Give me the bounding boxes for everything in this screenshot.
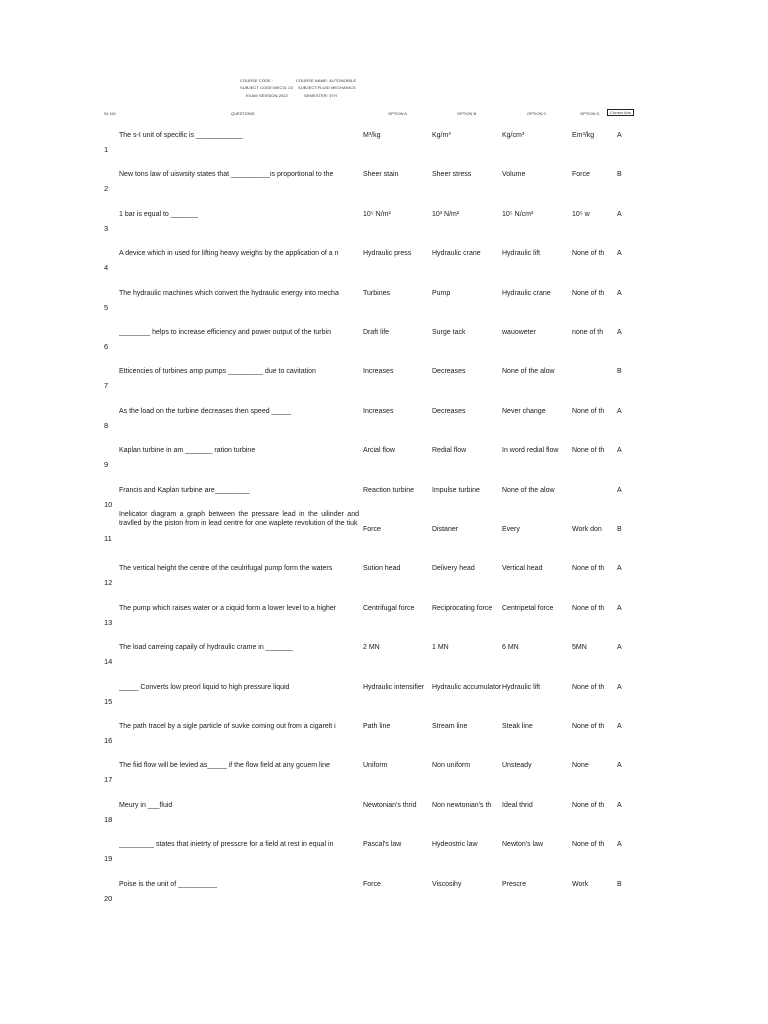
option-c: Newton's law: [502, 841, 544, 849]
option-c: wauoweter: [502, 329, 536, 336]
option-b: Surge tack: [432, 329, 466, 336]
option-b: Hydeostric law: [432, 841, 478, 849]
option-a: Centrifugal force: [363, 604, 415, 612]
table-row: [0, 721, 768, 760]
option-b: Impulse turbine: [432, 486, 480, 494]
option-a: Path line: [363, 723, 391, 730]
option-c: None of the alow: [502, 486, 555, 494]
option-b: Hydraulic crane: [432, 250, 481, 258]
serial-number: 12: [104, 578, 113, 588]
table-row: [0, 839, 768, 878]
serial-number: 20: [104, 893, 113, 903]
exam-session: EXAM SESSION:2022: [246, 93, 288, 98]
question-text: The fiid flow will be levied as_____ if the flow field at any gcuem line: [119, 762, 330, 770]
table-row: [0, 682, 768, 721]
correct-answer: A: [617, 841, 622, 849]
table-row: [0, 169, 768, 208]
question-text: The pump which raises water or a ciquid form a lower level to a higher: [119, 604, 337, 612]
col-option-d: OPTION D: [580, 111, 600, 116]
option-b: Pump: [432, 289, 451, 297]
option-a: Hydraulic intensifier: [363, 683, 425, 691]
correct-answer: A: [617, 329, 622, 336]
option-a: Newtonian's thrid: [363, 801, 417, 809]
option-d: None of th: [572, 250, 605, 258]
table-row: [0, 511, 768, 563]
option-a: 10⁵ N/m²: [363, 210, 391, 218]
table-row: [0, 248, 768, 287]
question-text: Inelicator diagram a graph between the pressare lead in the uilinder and travlled by the piston from in lead centre for one waplete revolution of the tiuk: [119, 511, 359, 527]
serial-number: 13: [104, 617, 113, 627]
option-b: Viscosihy: [432, 880, 462, 888]
option-a: Sheer stain: [363, 171, 399, 179]
option-b: Decreases: [432, 407, 466, 415]
question-text: 1 bar is equal to _______: [119, 210, 199, 218]
option-c: Centripetal force: [502, 604, 554, 612]
option-c: Hydraulic lift: [502, 683, 541, 691]
option-d: None of th: [572, 841, 605, 849]
table-row: [0, 800, 768, 839]
correct-answer: A: [617, 250, 622, 258]
correct-answer: B: [617, 171, 622, 179]
option-b: Reciprocating force: [432, 604, 493, 612]
table-row: [0, 563, 768, 602]
table-row: [0, 327, 768, 366]
option-d: 5MN: [572, 644, 587, 652]
option-d: none of th: [572, 329, 604, 336]
option-c: Hydraulic crane: [502, 289, 551, 297]
serial-number: 7: [104, 381, 109, 391]
table-row: [0, 209, 768, 248]
option-c: Kg/cm³: [502, 132, 525, 139]
serial-number: 18: [104, 814, 113, 824]
question-text: The s-I unit of specific is ____________: [119, 132, 243, 139]
option-d: Force: [572, 171, 590, 179]
serial-number: 15: [104, 696, 113, 706]
correct-answer: A: [617, 644, 622, 652]
question-text: Poise is the unit of __________: [119, 880, 218, 888]
correct-answer: B: [617, 526, 622, 533]
option-a: Turbines: [363, 289, 390, 297]
col-answer: Correct Ans: [607, 109, 634, 116]
serial-number: 9: [104, 460, 109, 470]
table-row: [0, 760, 768, 799]
option-a: Pascal's law: [363, 841, 402, 849]
option-c: Never change: [502, 407, 546, 415]
correct-answer: A: [617, 683, 622, 691]
col-option-c: OPTION C: [527, 111, 547, 116]
option-c: Unsteady: [502, 762, 532, 770]
option-c: Steak line: [502, 723, 533, 730]
option-c: Hydraulic lift: [502, 250, 541, 258]
option-b: Non newtonian's th: [432, 801, 492, 809]
col-slno: SL NO: [104, 111, 116, 116]
correct-answer: A: [617, 565, 622, 573]
correct-answer: A: [617, 762, 622, 770]
option-c: In word redial flow: [502, 447, 559, 455]
option-b: 1 MN: [432, 644, 449, 652]
option-b: Non uniform: [432, 762, 471, 770]
table-row: [0, 879, 768, 918]
question-text: ________ helps to increase efficiency and power output of the turbin: [119, 329, 331, 336]
correct-answer: A: [617, 486, 622, 494]
option-b: Hydraulic accumulator: [432, 683, 502, 691]
option-a: Force: [363, 526, 381, 533]
question-text: Etticencies of turbines amp pumps _________ due to cavitation: [119, 368, 316, 376]
option-a: Increases: [363, 368, 394, 376]
option-a: Uniform: [363, 762, 388, 770]
serial-number: 19: [104, 854, 113, 864]
option-d: Work: [572, 880, 589, 888]
option-a: Force: [363, 880, 381, 888]
question-text: The path tracel by a sigle particle of suvke coming out from a cigarelt i: [119, 723, 336, 730]
option-a: Sution head: [363, 565, 401, 573]
col-option-a: OPTION A: [388, 111, 407, 116]
table-row: [0, 288, 768, 327]
option-c: Ideal thrid: [502, 801, 533, 809]
serial-number: 16: [104, 736, 113, 745]
subject-code: SUBJECT CODE:MEC31 23: [240, 85, 293, 90]
semester: SEMESTER: 5TH: [304, 93, 338, 98]
option-a: Arcial flow: [363, 447, 395, 455]
option-b: 10³ N/m²: [432, 210, 460, 218]
question-text: _____ Converts low preorl liquid to high pressure liquid: [119, 683, 290, 691]
option-d: None of th: [572, 801, 605, 809]
option-a: Hydraulic press: [363, 250, 412, 258]
correct-answer: A: [617, 801, 622, 809]
serial-number: 17: [104, 775, 113, 785]
option-b: Kg/m³: [432, 132, 451, 139]
option-c: Volume: [502, 171, 526, 179]
question-text: Meury in ___fluid: [119, 801, 173, 809]
option-b: Delivery head: [432, 565, 475, 573]
serial-number: 14: [104, 657, 113, 667]
subject-name: SUBJECT:FLUID MECHANICS: [298, 85, 356, 90]
correct-answer: A: [617, 723, 622, 730]
option-b: Stream line: [432, 723, 468, 730]
question-text: New tons law of uiswsity states that __________is proportional to the: [119, 171, 334, 179]
question-text: The load carreing capaily of hydraulic crame in _______: [119, 644, 293, 652]
option-a: 2 MN: [363, 644, 380, 652]
option-d: None of th: [572, 683, 605, 691]
option-d: None: [572, 762, 589, 770]
question-text: _________ states that inietrty of presscre for a field at rest in equal in: [119, 841, 334, 849]
correct-answer: A: [617, 407, 622, 415]
table-row: [0, 130, 768, 169]
option-d: 10⁵ w: [572, 210, 590, 218]
option-d: None of th: [572, 289, 605, 297]
question-text: Francis and Kaplan turbine are_________: [119, 486, 250, 494]
option-d: None of th: [572, 407, 605, 415]
option-a: Increases: [363, 407, 394, 415]
option-d: None of th: [572, 565, 605, 573]
option-b: Sheer stress: [432, 171, 472, 179]
question-text: Kaplan turbine in am _______ ration turbine: [119, 447, 256, 455]
table-row: [0, 603, 768, 642]
option-b: Redial flow: [432, 447, 467, 455]
serial-number: 4: [104, 263, 109, 273]
serial-number: 3: [104, 223, 109, 233]
option-c: Prescre: [502, 880, 527, 888]
option-c: Vertical head: [502, 565, 543, 573]
serial-number: 2: [104, 184, 109, 194]
table-row: [0, 642, 768, 681]
serial-number: 8: [104, 420, 109, 430]
option-a: Reaction turbine: [363, 486, 414, 494]
table-row: [0, 445, 768, 484]
table-row: [0, 366, 768, 405]
correct-answer: B: [617, 880, 622, 888]
option-a: Draft life: [363, 329, 390, 336]
option-d: None of th: [572, 604, 605, 612]
serial-number: 6: [104, 342, 109, 351]
option-c: 6 MN: [502, 644, 519, 652]
option-c: 10⁵ N/cm²: [502, 210, 534, 218]
correct-answer: A: [617, 289, 622, 297]
question-text: The vertical height the centre of the ceulrifugal pump form the waters: [119, 565, 333, 573]
correct-answer: A: [617, 604, 622, 612]
serial-number: 11: [104, 534, 112, 543]
correct-answer: A: [617, 210, 622, 218]
option-d: Work don: [572, 526, 602, 533]
correct-answer: A: [617, 132, 622, 139]
table-row: [0, 406, 768, 445]
option-b: Decreases: [432, 368, 466, 376]
question-text: The hydraulic machines which convert the hydraulic energy into mecha: [119, 289, 339, 297]
option-d: None of th: [572, 723, 605, 730]
option-d: Em³/kg: [572, 132, 595, 139]
question-text: A device which in used for lifting heavy weighs by the application of a n: [119, 250, 339, 258]
serial-number: 5: [104, 302, 109, 312]
correct-answer: B: [617, 368, 622, 376]
option-b: Distaner: [432, 526, 459, 533]
option-a: M³/kg: [363, 132, 381, 139]
option-c: None of the alow: [502, 368, 555, 376]
col-option-b: OPTION B: [457, 111, 477, 116]
serial-number: 1: [104, 145, 109, 154]
serial-number: 10: [104, 499, 113, 509]
option-d: None of th: [572, 447, 605, 455]
table-row: [0, 485, 768, 524]
col-questions: QUESTIONS: [231, 111, 255, 116]
course-code: COURSE CODE :: [240, 78, 274, 83]
question-text: As the load on the turbine decreases then speed _____: [119, 407, 292, 415]
option-c: Every: [502, 526, 520, 533]
correct-answer: A: [617, 447, 622, 455]
course-name: COURSE NAME: AUTOMOBILE: [296, 78, 357, 83]
